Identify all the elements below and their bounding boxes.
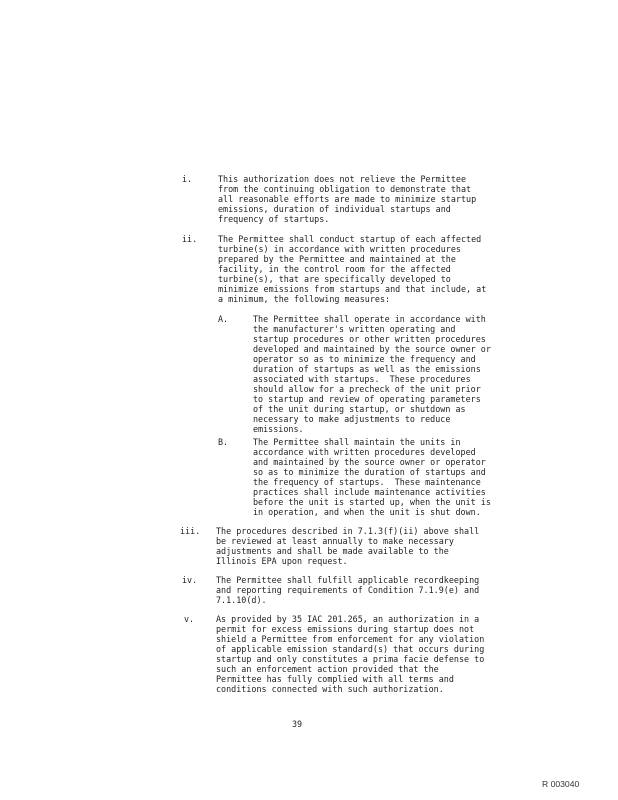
item-text-line: Permittee has fully complied with all terms and <box>216 674 454 684</box>
subitem-text-line: duration of startups as well as the emissions <box>253 364 481 374</box>
subitem-letter: A. <box>218 314 229 324</box>
item-text-line: and reporting requirements of Condition 7.1.9(e) and <box>216 585 480 595</box>
bates-number: R 003040 <box>542 779 580 789</box>
subitem-text-line: the manufacturer's written operating and <box>253 324 456 334</box>
subitem-text-line: The Permittee shall maintain the units in <box>253 437 461 447</box>
subitem-text-line: before the unit is started up, when the unit is <box>253 497 491 507</box>
item-text-line: shield a Permittee from enforcement for any violation <box>216 634 485 644</box>
item-text-line: emissions, duration of individual startups and <box>218 204 451 214</box>
subitem-text-line: should allow for a precheck of the unit prior <box>253 384 481 394</box>
item-text-line: a minimum, the following measures: <box>218 294 391 304</box>
item-text-line: from the continuing obligation to demonstrate that <box>218 184 472 194</box>
subitem-text-line: operator so as to minimize the frequency and <box>253 354 476 364</box>
item-text-line: As provided by 35 IAC 201.265, an authorization in a <box>216 614 480 624</box>
item-text-line: 7.1.10(d). <box>216 595 267 605</box>
subitem-letter: B. <box>218 437 229 447</box>
subitem-text-line: of the unit during startup, or shutdown as <box>253 404 466 414</box>
item-text-line: of applicable emission standard(s) that occurs during <box>216 644 485 654</box>
subitem-text-line: emissions. <box>253 424 304 434</box>
item-text-line: adjustments and shall be made available to the <box>216 546 449 556</box>
item-text-line: be reviewed at least annually to make necessary <box>216 536 454 546</box>
item-text-line: The Permittee shall conduct startup of each affected <box>218 234 482 244</box>
item-text-line: permit for excess emissions during startup does not <box>216 624 475 634</box>
subitem-text-line: practices shall include maintenance activities <box>253 487 486 497</box>
subitem-text-line: in operation, and when the unit is shut down. <box>253 507 481 517</box>
item-text-line: This authorization does not relieve the Permittee <box>218 174 467 184</box>
item-text-line: turbine(s), that are specifically developed to <box>218 274 451 284</box>
item-number: ii. <box>182 234 198 244</box>
subitem-text-line: and maintained by the source owner or operator <box>253 457 486 467</box>
subitem-text-line: the frequency of startups. These maintenance <box>253 477 481 487</box>
item-number: i. <box>182 174 193 184</box>
item-text-line: all reasonable efforts are made to minimize startup <box>218 194 477 204</box>
subitem-text-line: developed and maintained by the source owner or <box>253 344 491 354</box>
subitem-text-line: The Permittee shall operate in accordance with <box>253 314 486 324</box>
subitem-text-line: to startup and review of operating parameters <box>253 394 481 404</box>
subitem-text-line: so as to minimize the duration of startups and <box>253 467 486 477</box>
page-number: 39 <box>292 719 303 729</box>
item-text-line: turbine(s) in accordance with written procedures <box>218 244 461 254</box>
item-text-line: frequency of startups. <box>218 214 330 224</box>
subitem-text-line: associated with startups. These procedures <box>253 374 471 384</box>
item-text-line: The Permittee shall fulfill applicable recordkeeping <box>216 575 480 585</box>
item-number: iv. <box>182 575 198 585</box>
item-text-line: The procedures described in 7.1.3(f)(ii) above shall <box>216 526 480 536</box>
item-number: v. <box>184 614 195 624</box>
item-text-line: facility, in the control room for the affected <box>218 264 451 274</box>
subitem-text-line: necessary to make adjustments to reduce <box>253 414 451 424</box>
item-text-line: conditions connected with such authorization. <box>216 684 444 694</box>
item-text-line: startup and only constitutes a prima facie defense to <box>216 654 485 664</box>
subitem-text-line: accordance with written procedures developed <box>253 447 476 457</box>
subitem-text-line: startup procedures or other written procedures <box>253 334 486 344</box>
item-number: iii. <box>180 526 201 536</box>
item-text-line: such an enforcement action provided that the <box>216 664 439 674</box>
item-text-line: minimize emissions from startups and that include, at <box>218 284 487 294</box>
item-text-line: Illinois EPA upon request. <box>216 556 348 566</box>
item-text-line: prepared by the Permittee and maintained at the <box>218 254 456 264</box>
